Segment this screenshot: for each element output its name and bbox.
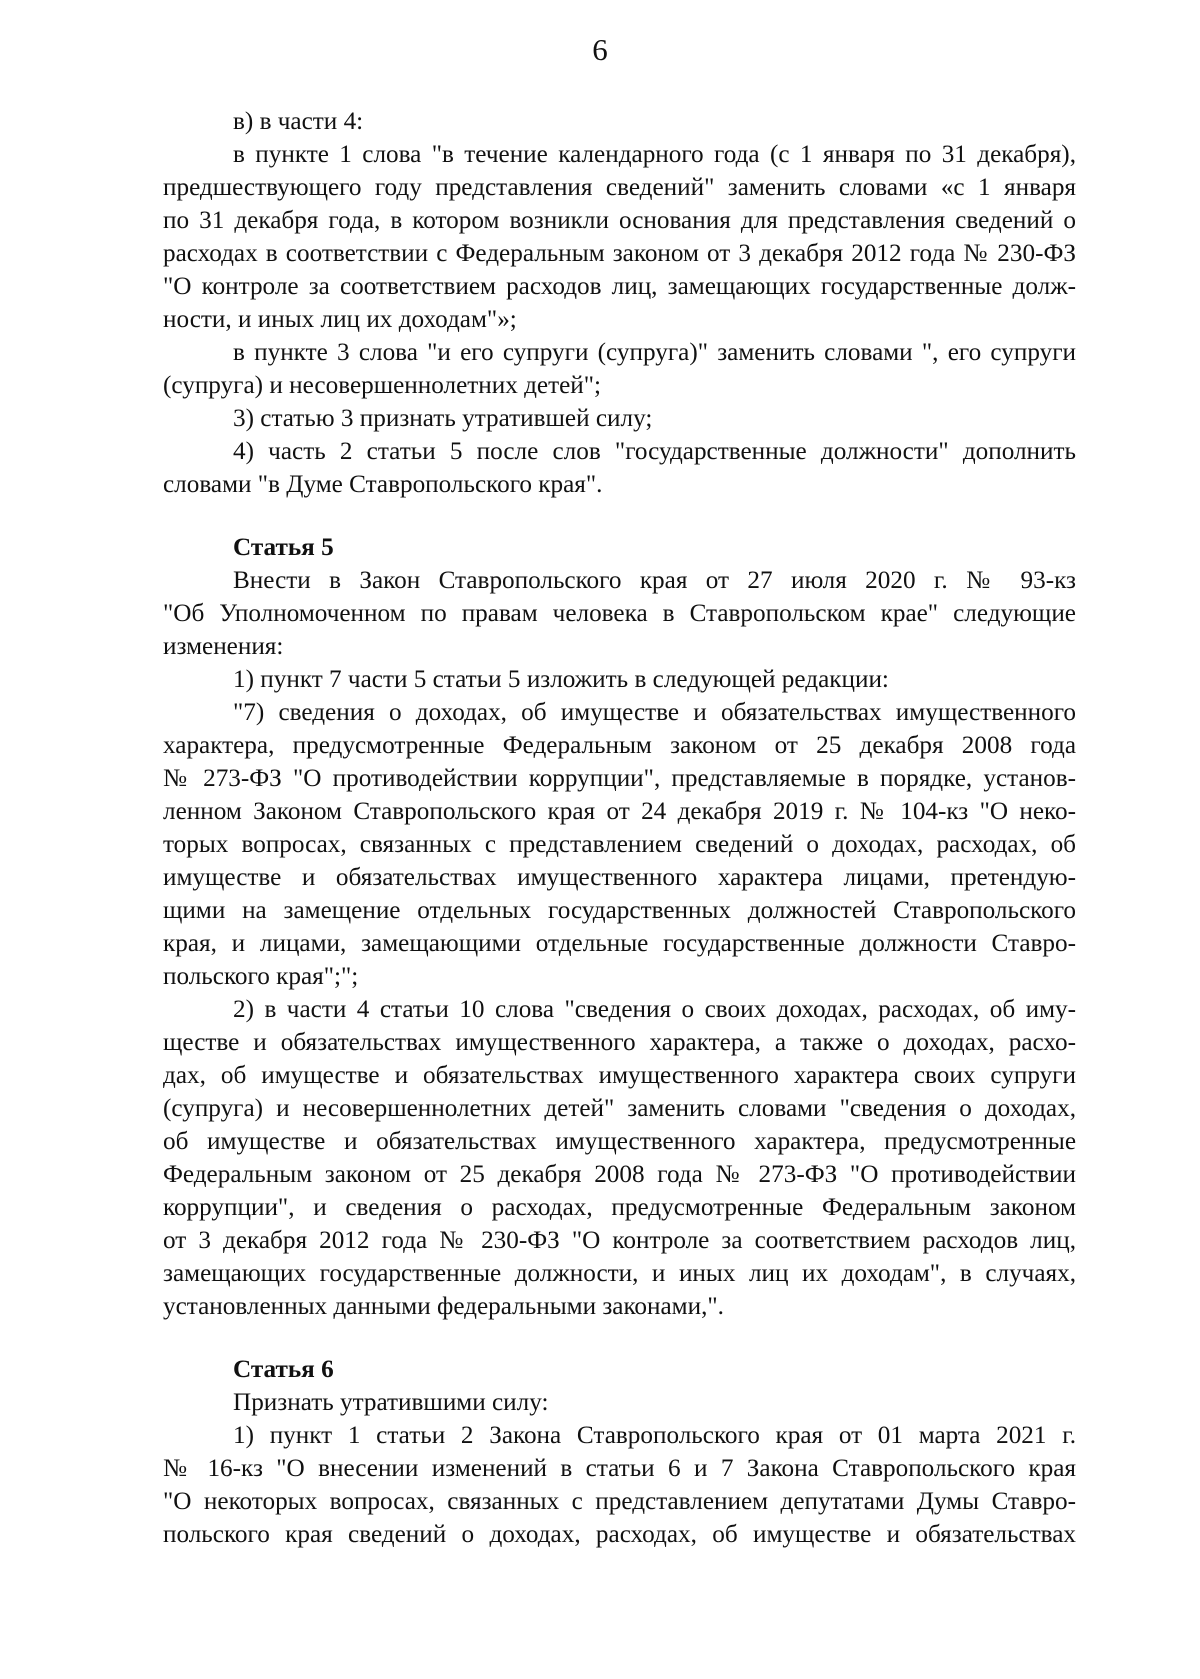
text-line: об имуществе и обязательствах имущественного характера, предусмотренные [163, 1128, 1076, 1155]
article-heading: Статья 6 [233, 1356, 334, 1383]
text-line: характера, предусмотренные Федеральным законом от 25 декабря 2008 года [163, 732, 1076, 759]
text-line: № 16-кз "О внесении изменений в статьи 6 и 7 Закона Ставропольского края [163, 1455, 1076, 1482]
text-line: торых вопросах, связанных с представлением сведений о доходах, расходах, об [163, 831, 1076, 858]
text-line: польского края";"; [163, 963, 359, 990]
text-line: в пункте 3 слова "и его супруги (супруга)" заменить словами ", его супруги [233, 339, 1076, 366]
text-line: 1) пункт 7 части 5 статьи 5 изложить в следующей редакции: [233, 666, 889, 693]
text-line: изменения: [163, 633, 284, 660]
text-line: "Об Уполномоченном по правам человека в Ставропольском крае" следующие [163, 600, 1076, 627]
text-line: "7) сведения о доходах, об имуществе и обязательствах имущественного [233, 699, 1076, 726]
text-line: коррупции", и сведения о расходах, предусмотренные Федеральным законом [163, 1194, 1076, 1221]
text-line: замещающих государственные должности, и иных лиц их доходам", в случаях, [163, 1260, 1076, 1287]
text-line: польского края сведений о доходах, расходах, об имуществе и обязательствах [163, 1521, 1076, 1548]
text-line: 1) пункт 1 статьи 2 Закона Ставропольского края от 01 марта 2021 г. [233, 1422, 1076, 1449]
text-line: "О контроле за соответствием расходов лиц, замещающих государственные долж- [163, 273, 1076, 300]
text-line: расходах в соответствии с Федеральным законом от 3 декабря 2012 года № 230-ФЗ [163, 240, 1076, 267]
text-line: (супруга) и несовершеннолетних детей"; [163, 372, 602, 399]
text-line: края, и лицами, замещающими отдельные государственные должности Ставро- [163, 930, 1076, 957]
text-line: (супруга) и несовершеннолетних детей" заменить словами "сведения о доходах, [163, 1095, 1076, 1122]
text-line: Федеральным законом от 25 декабря 2008 года № 273-ФЗ "О противодействии [163, 1161, 1076, 1188]
text-line: ществе и обязательствах имущественного характера, а также о доходах, расхо- [163, 1029, 1076, 1056]
text-line: по 31 декабря года, в котором возникли основания для представления сведений о [163, 207, 1076, 234]
text-line: ленном Законом Ставропольского края от 24 декабря 2019 г. № 104-кз "О неко- [163, 798, 1076, 825]
text-line: 3) статью 3 признать утратившей силу; [233, 405, 653, 432]
text-line: щими на замещение отдельных государственных должностей Ставропольского [163, 897, 1076, 924]
text-line: от 3 декабря 2012 года № 230-ФЗ "О контроле за соответствием расходов лиц, [163, 1227, 1076, 1254]
text-line: 4) часть 2 статьи 5 после слов "государственные должности" дополнить [233, 438, 1076, 465]
page-number: 6 [592, 32, 608, 67]
text-line: дах, об имуществе и обязательствах имущественного характера своих супруги [163, 1062, 1076, 1089]
text-line: Внести в Закон Ставропольского края от 27 июля 2020 г. № 93-кз [233, 567, 1076, 594]
text-line: установленных данными федеральными законами,". [163, 1293, 724, 1320]
text-line: в) в части 4: [233, 108, 364, 135]
text-line: в пункте 1 слова "в течение календарного года (с 1 января по 31 декабря), [233, 141, 1076, 168]
text-line: Признать утратившими силу: [233, 1389, 549, 1416]
text-line: "О некоторых вопросах, связанных с представлением депутатами Думы Ставро- [163, 1488, 1076, 1515]
text-line: предшествующего году представления сведений" заменить словами «с 1 января [163, 174, 1076, 201]
text-line: № 273-ФЗ "О противодействии коррупции", представляемые в порядке, установ- [163, 765, 1076, 792]
article-heading: Статья 5 [233, 534, 334, 561]
paragraph-gap [163, 501, 1076, 531]
text-line: имуществе и обязательствах имущественного характера лицами, претендую- [163, 864, 1076, 891]
document-body [163, 105, 1076, 1551]
text-line: ности, и иных лиц их доходам"»; [163, 306, 517, 333]
text-line: 2) в части 4 статьи 10 слова "сведения о своих доходах, расходах, об иму- [233, 996, 1076, 1023]
paragraph-gap [163, 1323, 1076, 1353]
text-line: словами "в Думе Ставропольского края". [163, 471, 603, 498]
